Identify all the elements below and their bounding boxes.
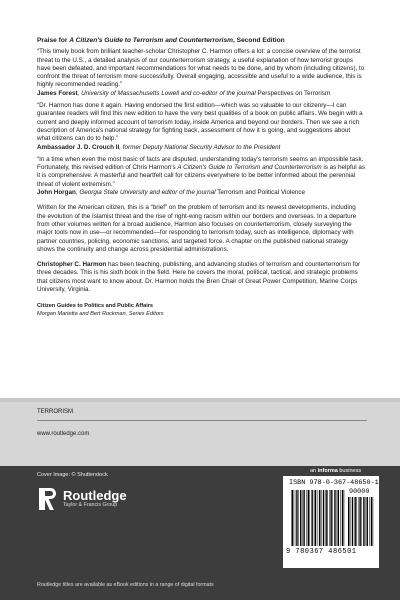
quote-crouch xyxy=(37,102,365,152)
series-title: Citizen Guides to Politics and Public Affairs xyxy=(37,303,154,310)
series-editors: Morgan Marietta and Bert Rockman, Series Editors xyxy=(37,310,164,317)
series-info xyxy=(37,303,365,318)
publisher-url[interactable]: www.routledge.com xyxy=(37,431,90,437)
quote-author: Ambassador J. D. Crouch II xyxy=(37,143,120,151)
publisher-logo xyxy=(37,487,127,511)
cover-image-credit: Cover Image: © Shutterstock xyxy=(37,472,108,478)
publisher-group: Taylor & Francis Group xyxy=(63,502,118,508)
publisher-name: Routledge xyxy=(63,488,127,503)
author-name: Christopher C. Harmon xyxy=(37,261,107,269)
quote-text: “This timely book from brilliant teacher-scholar Christopher C. Harmon offers a lot: a concise overview of the terrorist threat to the U.S., a detailed analysis of our counterterrorism strategy, a useful explanation of how terrorist groups have been defeated, and important recommendations for what needs to be done, and by whom (including citizens), to confront the threat of terrorism more successfully. Overall engaging, accessible and useful to a wide audience, this is highly recommended reading.” xyxy=(37,48,365,89)
subject-category: TERRORISM xyxy=(37,409,73,415)
book-description: Written for the American citizen, this is a “brief” on the problem of terrorism and its newest developments, including the evolution of the Islamist threat and the rise of right-wing racism within our borders and overseas. In a departure from other volumes written for a broad audience, Harmon also focuses on counterterrorism, closely surveying the major tools now in use—or recommended—for responding to terrorism today, such as intelligence, diplomacy with partner countries, policing, economic sanctions, and targeted force. A chapter on the published national strategy shows the continuity and change across presidential administrations. xyxy=(37,204,357,253)
book-title: A Citizen's Guide to Terrorism and Counterterrorism xyxy=(69,37,234,44)
isbn-digits: 9 780367 486501 xyxy=(286,548,357,556)
quote-text: “In a time when even the most basic of facts are disputed, understanding today's terrorism seems an impossible task. Fortunately, this revised edition of Chris Harmon's A Citizen's Guide to Terrorism and Counterterrorism is as helpful as it is comprehensive. A masterful and heartfelt call for citizens everywhere to be better informed about the perennial threat of violent extremism.” xyxy=(37,155,365,188)
isbn-barcode xyxy=(283,476,379,568)
band-divider xyxy=(37,420,367,421)
routledge-logo-icon xyxy=(37,487,59,511)
praise-heading: Praise for A Citizen's Guide to Terrorism and Counterterrorism, Second Edition xyxy=(37,37,285,44)
quote-author: James Forest xyxy=(37,89,78,97)
quote-attribution: Ambassador J. D. Crouch II, former Deputy National Security Advisor to the President xyxy=(37,143,281,151)
quote-text: “Dr. Harmon has done it again. Having endorsed the first edition—which was so valuable to our citizenry—I can guarantee readers will find this new edition to have the very best qualities of a book on public affairs. We begin with a current and deeply informed account of terrorism today, inside America and beyond our borders. Then we see a rich description of America's national strategy for fighting back, assessment of how it is going, and suggestions about what citizens can do to help.” xyxy=(37,102,363,143)
ebook-note: Routledge titles are available as eBook editions in a range of digital formats xyxy=(37,582,214,588)
quote-attribution: John Horgan, Georgia State University and editor of the journal Terrorism and Political Violence xyxy=(37,189,305,197)
quote-horgan xyxy=(37,156,365,197)
author-bio: Christopher C. Harmon has been teaching, publishing, and advancing studies of terrorism and counterterrorism for three decades. This is his sixth book in the field. Here he covers the moral, political, tactical, and strategic problems that citizens most want to know about. Dr. Harmon holds the Bren Chair of Great Power Competition, Marine Corps University, Virginia. xyxy=(37,261,361,294)
quote-author: John Horgan xyxy=(37,189,76,197)
price-code: 90000 xyxy=(349,488,370,496)
quote-forest xyxy=(37,48,365,98)
band-edge xyxy=(0,398,400,402)
price-barcode-icon xyxy=(348,497,374,546)
quote-attribution: James Forest, University of Massachusetts Lowell and co-editor of the journal Perspectives on Terrorism xyxy=(37,89,331,97)
barcode-icon xyxy=(291,490,347,546)
back-cover-text xyxy=(37,37,365,318)
informa-label: an informa business xyxy=(310,468,362,474)
isbn-label: ISBN 978-0-367-48650-1 xyxy=(289,479,379,487)
